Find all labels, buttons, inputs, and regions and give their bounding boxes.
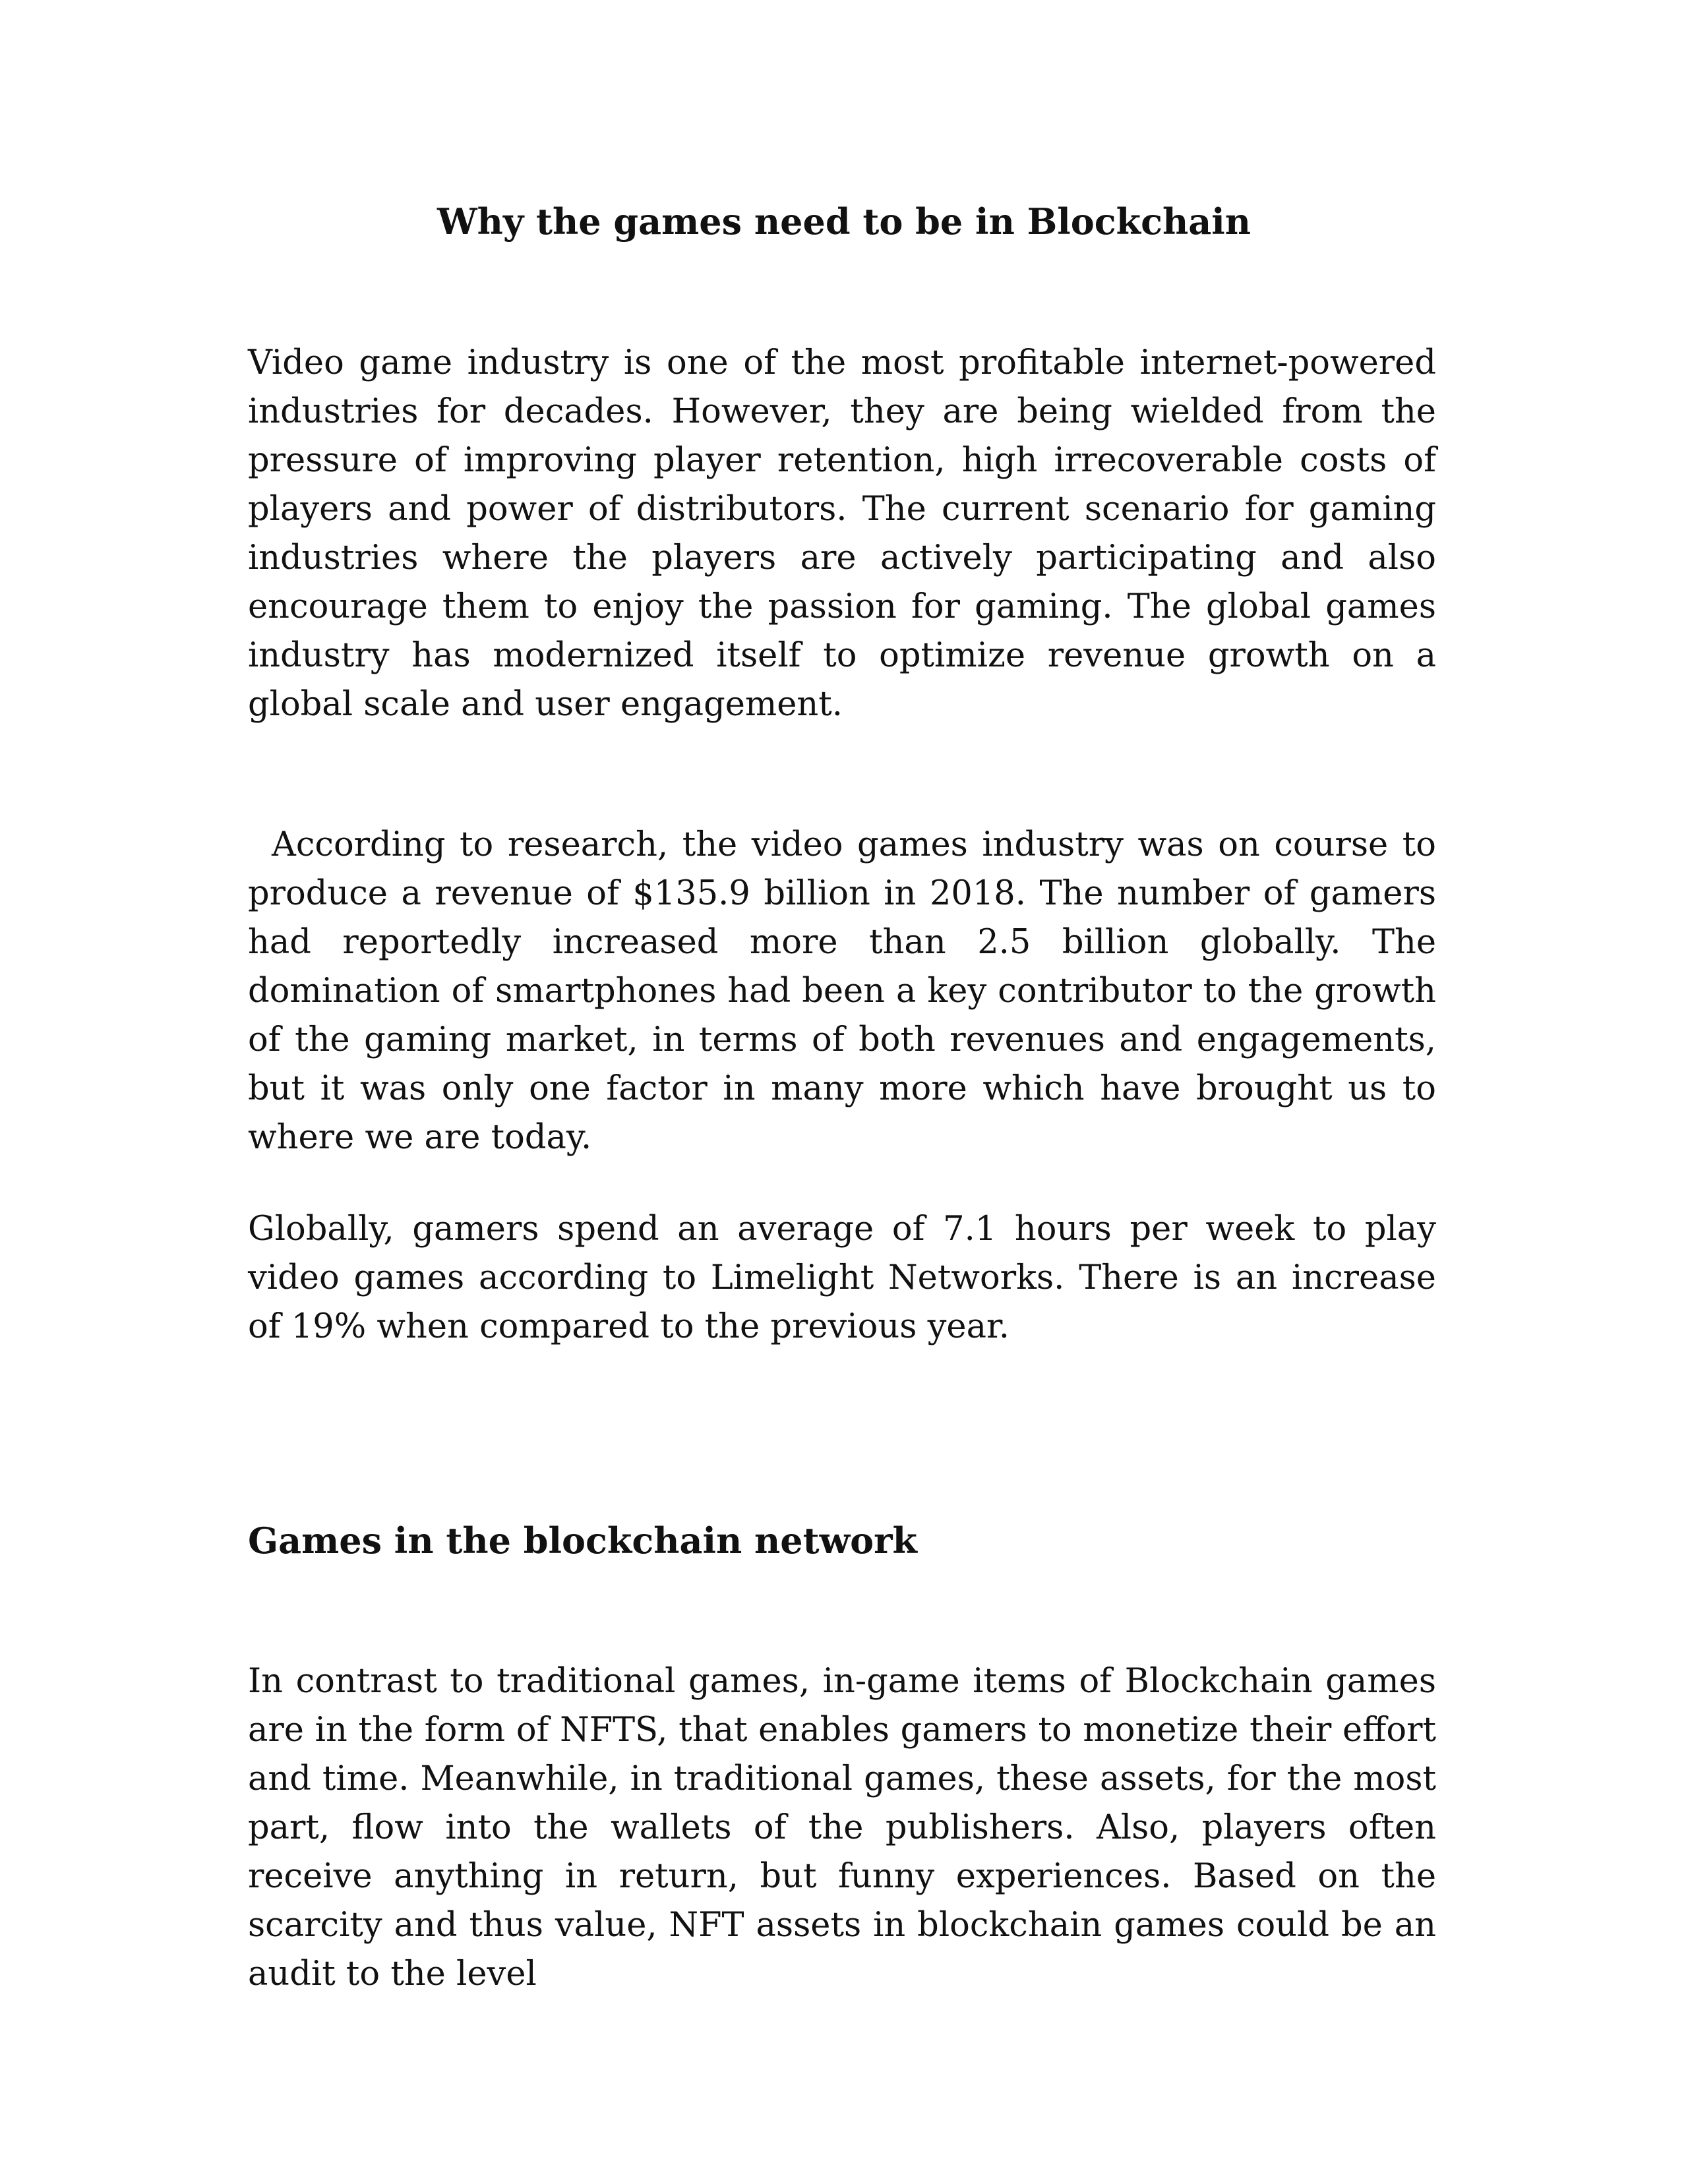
paragraph-blockchain-games: In contrast to traditional games, in-game items of Blockchain games are in the form of NFTS, that enables gamers to monetize their effort and time. Meanwhile, in traditional games, these assets, for the most part, flow into the wallets of the publishers. Also, players often receive anything in return, but funny experiences. Based on the scarcity and thus value, NFT assets in blockchain games could be an audit to the level xyxy=(248,1662,1436,1993)
paragraph-gamer-hours: Globally, gamers spend an average of 7.1 hours per week to play video games according to Limelight Networks. There is an increase of 19% when compared to the previous year. xyxy=(248,1210,1436,1346)
paragraph-industry-overview: Video game industry is one of the most profitable internet-powered industries for decades. However, they are being wielded from the pressure of improving player retention, high irrecoverable costs of players and power of distributors. The current scenario for gaming industries where the players are actively participating and also encourage them to enjoy the passion for gaming. The global games industry has modernized itself to optimize revenue growth on a global scale and user engagement. xyxy=(248,343,1436,724)
paragraph-revenue-research: According to research, the video games industry was on course to produce a revenue of $135.9 billion in 2018. The number of gamers had reportedly increased more than 2.5 billion globally. The domination of smartphones had been a key contributor to the growth of the gaming market, in terms of both revenues and engagements, but it was only one factor in many more which have brought us to where we are today. xyxy=(248,825,1436,1157)
document-title: Why the games need to be in Blockchain xyxy=(437,200,1251,243)
section-heading: Games in the blockchain network xyxy=(248,1520,917,1562)
